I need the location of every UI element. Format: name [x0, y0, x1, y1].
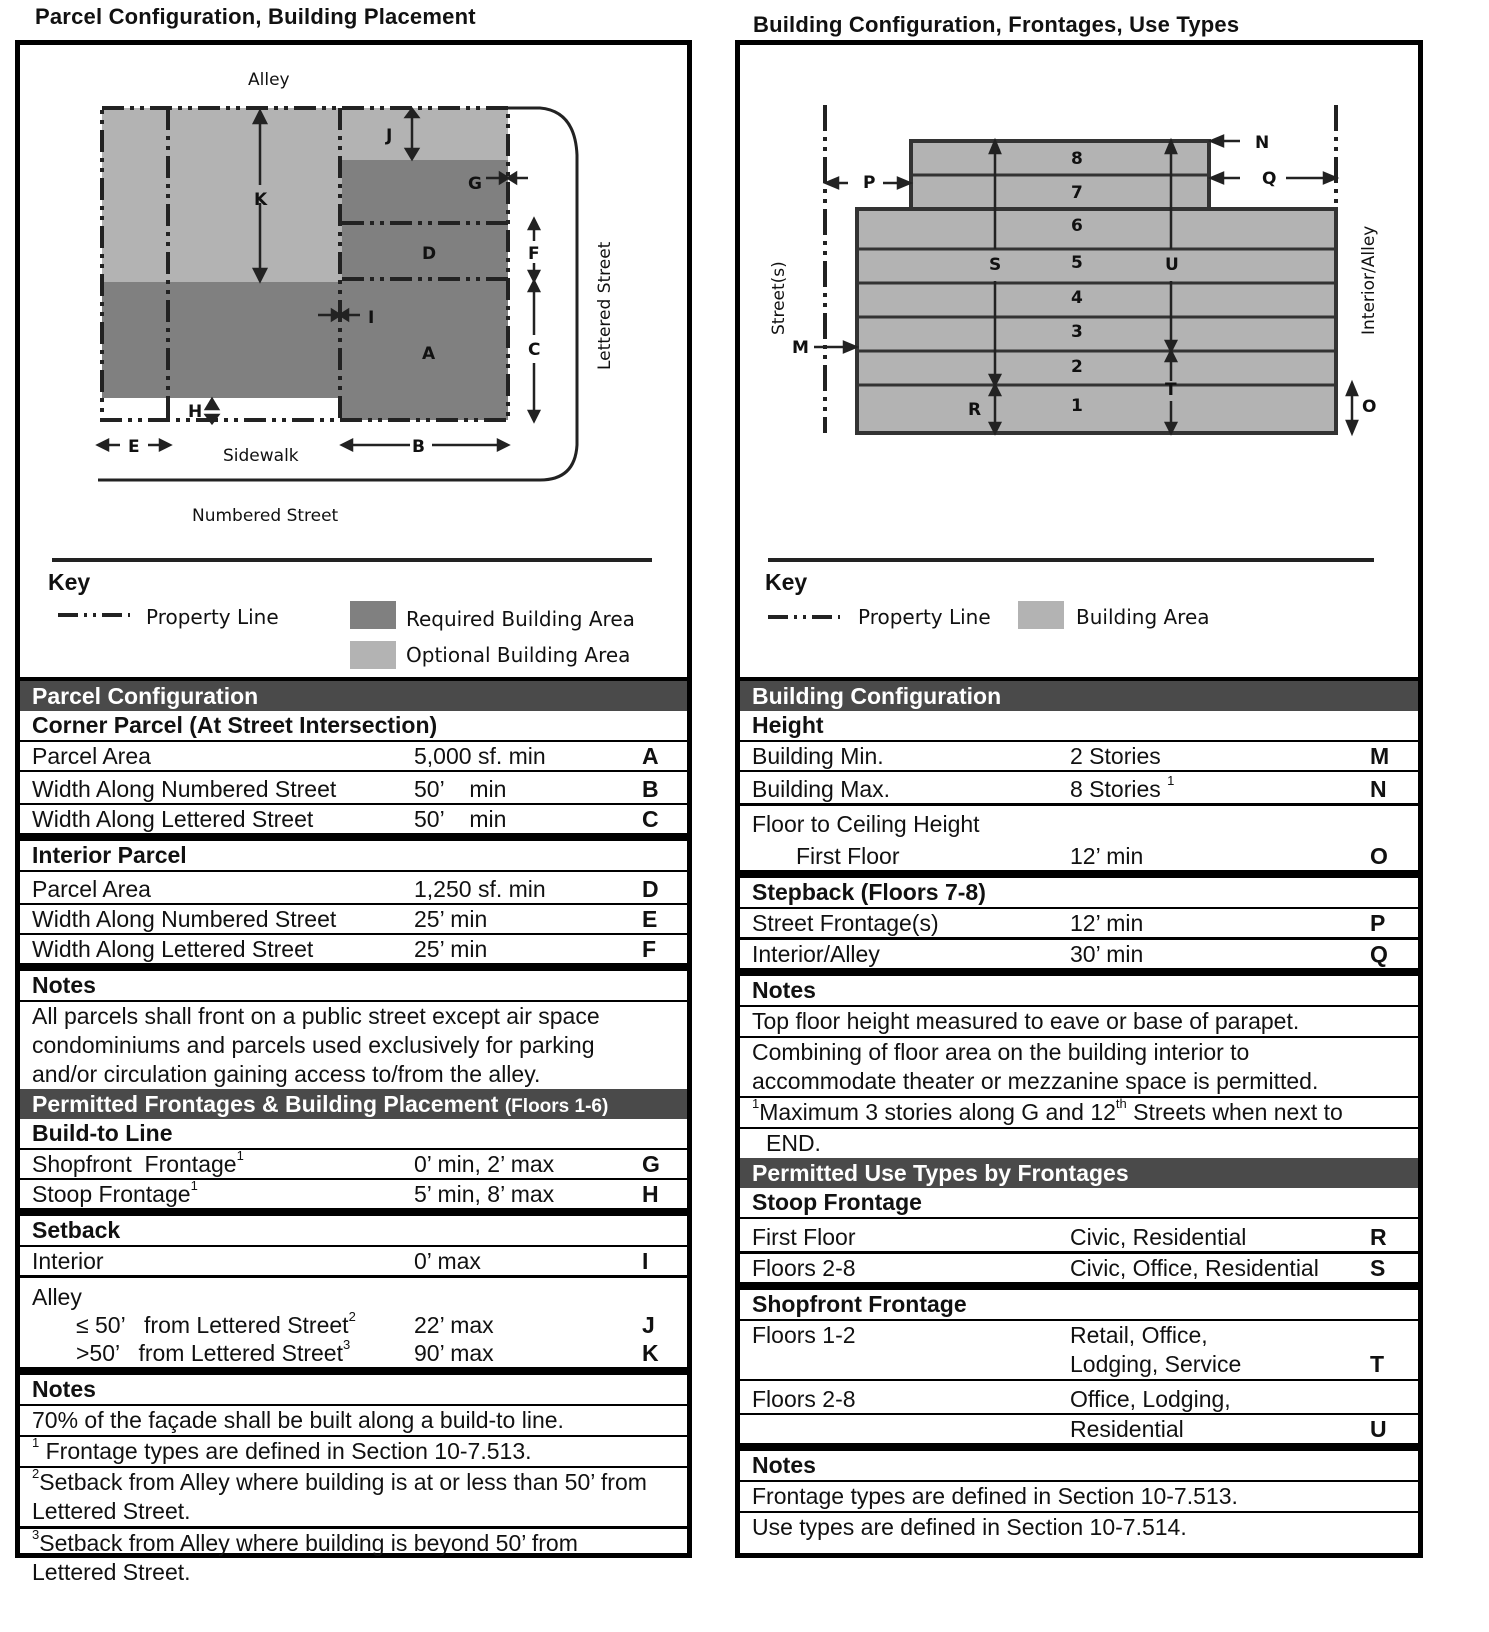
subheader-shopfront-frontage: Shopfront Frontage [740, 1282, 1418, 1319]
key-required-area: Required Building Area [406, 607, 635, 631]
section-header-parcel-configuration: Parcel Configuration [20, 681, 687, 711]
svg-text:B: B [412, 437, 425, 457]
streets-label: Street(s) [769, 261, 789, 335]
subheader-interior-parcel: Interior Parcel [20, 833, 687, 870]
svg-text:7: 7 [1071, 183, 1083, 203]
note-text: All parcels shall front on a public street except air space condominiums and parcels used exclusively for parking and/or circulation gaining access to/from the alley. [20, 1000, 687, 1089]
left-panel-title: Parcel Configuration, Building Placement [35, 4, 476, 29]
table-row: Floors 2-8 Civic, Office, Residential S [740, 1251, 1418, 1282]
table-row: Shopfront Frontage$^1$ 0’ min, 2’ max G [20, 1148, 687, 1178]
note-text: Frontage types are defined in Section 10-7.513. [740, 1480, 1418, 1511]
key-building-area: Building Area [1076, 605, 1210, 629]
svg-text:P: P [863, 173, 876, 193]
table-row: First Floor 12’ min O [796, 843, 1388, 869]
table-row: Stoop Frontage$^1$ 5’ min, 8’ max H [20, 1178, 687, 1208]
svg-text:Q: Q [1262, 169, 1277, 189]
note-text: $^3$Setback from Alley where building is beyond 50’ from Lettered Street. [20, 1526, 687, 1587]
subheader-height: Height [752, 712, 824, 738]
svg-text:8: 8 [1071, 149, 1083, 169]
subheader-corner-parcel: Corner Parcel (At Street Intersection) [32, 712, 438, 738]
svg-text:F: F [528, 244, 540, 264]
table-row: Width Along Lettered Street 25’ min F [20, 933, 687, 963]
table-row: Alley [20, 1275, 687, 1311]
parcel-panel [15, 40, 692, 1585]
note-text: Combining of floor area on the building interior to accommodate theater or mezzanine space is permitted. [740, 1036, 1418, 1096]
subheader-stepback: Stepback (Floors 7-8) [740, 870, 1418, 907]
subheader-notes: Notes [20, 963, 687, 1000]
svg-text:M: M [792, 338, 809, 358]
optional-area-swatch [350, 641, 396, 669]
table-row: >50’ from Lettered Street$^3$ 90’ max K [76, 1337, 659, 1366]
svg-text:U: U [1165, 255, 1179, 275]
svg-text:6: 6 [1071, 216, 1083, 236]
parcel-diagram [20, 45, 687, 565]
parcel-tables [20, 677, 687, 1587]
lettered-street-label: Lettered Street [595, 241, 615, 370]
section-header-frontages: Permitted Frontages & Building Placement (Floors 1-6) [20, 1089, 687, 1119]
table-row: Parcel Area 5,000 sf. min A [20, 740, 687, 770]
property-line-icon [58, 611, 130, 619]
svg-text:J: J [386, 126, 393, 146]
table-row: Building Min. 2 Stories M [740, 740, 1418, 770]
svg-text:E: E [128, 437, 140, 457]
key-title: Key [765, 569, 808, 595]
table-row: Building Max. 8 Stories $^1$ N [740, 770, 1418, 803]
table-row: ≤ 50’ from Lettered Street$^2$ 22’ max J [76, 1309, 655, 1338]
building-tables [740, 677, 1418, 1542]
key-divider [768, 558, 1374, 562]
numbered-street-label: Numbered Street [192, 506, 339, 526]
svg-text:D: D [422, 244, 437, 264]
sidewalk-label: Sidewalk [223, 446, 299, 466]
building-section-diagram [740, 45, 1418, 565]
required-area-swatch [350, 601, 396, 629]
svg-text:T: T [1165, 380, 1177, 400]
svg-text:S: S [989, 255, 1002, 275]
svg-text:R: R [968, 400, 982, 420]
subheader-setback: Setback [20, 1208, 687, 1245]
table-row: Width Along Numbered Street 25’ min E [20, 903, 687, 933]
note-text: 70% of the façade shall be built along a build-to line. [20, 1404, 687, 1435]
svg-text:5: 5 [1071, 253, 1083, 273]
table-row: Width Along Lettered Street 50’ min C [20, 803, 687, 833]
svg-text:1: 1 [1071, 396, 1083, 416]
note-text: Top floor height measured to eave or base of parapet. [740, 1005, 1418, 1036]
key-divider [52, 558, 652, 562]
svg-text:K: K [254, 190, 268, 210]
key-title: Key [48, 569, 91, 595]
table-row: Width Along Numbered Street 50’ min B [20, 770, 687, 803]
note-text: Use types are defined in Section 10-7.514. [740, 1511, 1418, 1542]
svg-text:4: 4 [1071, 288, 1083, 308]
subheader-stoop-frontage: Stoop Frontage [752, 1189, 922, 1215]
svg-text:G: G [468, 174, 482, 194]
svg-text:A: A [422, 344, 436, 364]
svg-text:H: H [188, 402, 203, 422]
interior-alley-label: Interior/Alley [1359, 225, 1379, 335]
subheader-notes: Notes [740, 968, 1418, 1005]
key-property-line: Property Line [858, 605, 991, 629]
table-row: Parcel Area 1,250 sf. min D [20, 870, 687, 903]
building-area-swatch [1018, 601, 1064, 629]
subheader-notes: Notes [740, 1443, 1418, 1480]
property-line-icon [768, 613, 840, 621]
building-panel [735, 40, 1423, 1558]
section-header-building-configuration: Building Configuration [740, 681, 1418, 711]
table-row: Floors 1-2 Retail, Office, Lodging, Service T [740, 1319, 1418, 1379]
svg-text:2: 2 [1071, 357, 1083, 377]
svg-text:N: N [1255, 133, 1270, 153]
svg-text:O: O [1362, 397, 1377, 417]
table-row: First Floor Civic, Residential R [740, 1217, 1418, 1251]
table-row: Interior 0’ max I [20, 1245, 687, 1275]
note-text: $^1$Maximum 3 stories along G and 12th Streets when next to [740, 1096, 1418, 1127]
key-property-line: Property Line [146, 605, 279, 629]
table-row: Street Frontage(s) 12’ min P [740, 907, 1418, 937]
subheader-build-to-line: Build-to Line [32, 1120, 173, 1146]
svg-text:I: I [368, 308, 375, 328]
table-row: Floor to Ceiling Height [740, 803, 1418, 838]
right-panel-title: Building Configuration, Frontages, Use Types [753, 12, 1240, 37]
note-text: $^1$ Frontage types are defined in Section 10-7.513. [20, 1435, 687, 1466]
subheader-notes: Notes [20, 1367, 687, 1404]
table-row: Interior/Alley 30’ min Q [740, 937, 1418, 968]
note-text: $^2$Setback from Alley where building is at or less than 50’ from Lettered Street. [20, 1466, 687, 1526]
alley-label: Alley [248, 70, 290, 90]
table-row: Floors 2-8 Office, Lodging, [740, 1379, 1418, 1413]
note-text: END. [740, 1127, 1418, 1158]
table-row: Residential U [740, 1413, 1418, 1443]
key-optional-area: Optional Building Area [406, 643, 631, 667]
svg-text:3: 3 [1071, 322, 1083, 342]
section-header-use-types: Permitted Use Types by Frontages [740, 1158, 1418, 1188]
svg-text:C: C [528, 340, 541, 360]
